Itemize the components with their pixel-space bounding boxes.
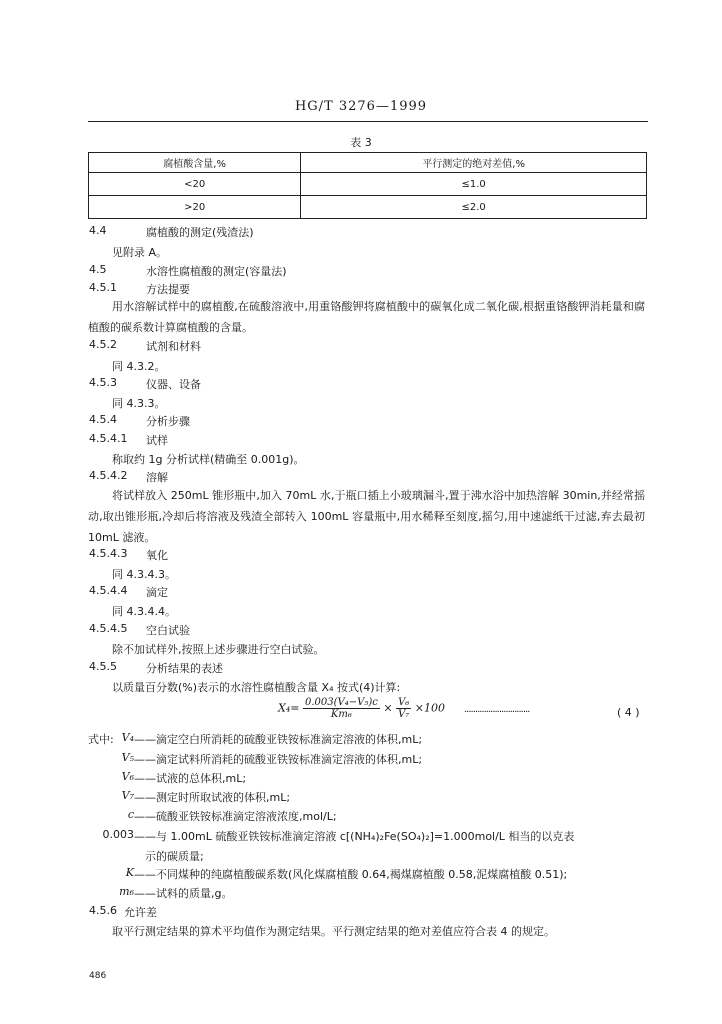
- body-text: 见附录 A。: [112, 246, 168, 259]
- section-number: 4.5.4.3: [89, 547, 128, 560]
- section-number: 4.5.2: [89, 338, 117, 351]
- formula-leader-dots: ······························: [464, 707, 530, 718]
- definition-item: [0, 731, 722, 751]
- table-row: [89, 173, 647, 196]
- section-number: 4.5.1: [89, 281, 117, 294]
- section-title: 分析结果的表述: [146, 662, 223, 675]
- definition-text: ——不同煤种的纯腐植酸碳系数(风化煤腐植酸 0.64,褐煤腐植酸 0.58,泥煤腐植酸 0.51);: [134, 868, 568, 881]
- formula-times: ×: [383, 701, 393, 715]
- body-text: 同 4.3.4.3。: [112, 568, 176, 581]
- table-header-cell: 平行测定的绝对差值,%: [301, 153, 647, 173]
- definition-item: [0, 866, 722, 886]
- section-number: 4.5.4.5: [89, 622, 128, 635]
- section-title: 允许差: [124, 906, 157, 919]
- definition-symbol: V₅: [121, 751, 134, 764]
- section-title: 氧化: [146, 549, 168, 562]
- table-cell: ≤2.0: [301, 196, 647, 219]
- definition-symbol: V₄: [121, 731, 134, 744]
- table-cell: ≤1.0: [301, 173, 647, 196]
- section-number: 4.5.4: [89, 413, 117, 426]
- definition-item: [0, 885, 722, 905]
- section-number: 4.5.4.1: [89, 432, 128, 445]
- definition-item: [0, 789, 722, 809]
- body-text: 同 4.3.4.4。: [112, 605, 176, 618]
- definition-text: ——硫酸亚铁铵标准滴定溶液浓度,mol/L;: [134, 810, 337, 823]
- section-title: 溶解: [146, 471, 168, 484]
- definition-item: [0, 751, 722, 771]
- section-title: 滴定: [146, 586, 168, 599]
- section-number: 4.5.3: [89, 376, 117, 389]
- body-text: 同 4.3.3。: [112, 397, 166, 410]
- body-text: 称取约 1g 分析试样(精确至 0.001g)。: [112, 453, 305, 466]
- body-text: 除不加试样外,按照上述步骤进行空白试验。: [112, 643, 325, 656]
- formula-denominator: Km₆: [330, 709, 352, 720]
- definition-item: [0, 828, 722, 868]
- table-row: [89, 196, 647, 219]
- section-title: 试剂和材料: [146, 340, 201, 353]
- table-caption: 表 3: [350, 136, 372, 149]
- header-rule: [88, 121, 648, 122]
- section-title: 试样: [146, 434, 168, 447]
- definition-text-continued: 示的碳质量;: [145, 850, 204, 863]
- page-number: 486: [89, 971, 107, 981]
- definition-symbol: c: [127, 808, 134, 821]
- body-text: 以质量百分数(%)表示的水溶性腐植酸含量 X₄ 按式(4)计算:: [112, 681, 401, 694]
- body-text: 同 4.3.2。: [112, 360, 166, 373]
- definition-text: ——滴定试料所消耗的硫酸亚铁铵标准滴定溶液的体积,mL;: [134, 753, 423, 766]
- section-title: 腐植酸的测定(残渣法): [146, 226, 254, 239]
- section-title: 仪器、设备: [146, 378, 201, 391]
- body-text: 取平行测定结果的算术平均值作为测定结果。平行测定结果的绝对差值应符合表 4 的规定。: [112, 925, 555, 938]
- table-cell: >20: [89, 196, 301, 219]
- definition-text: ——试液的总体积,mL;: [134, 772, 247, 785]
- formula-fraction-main: [303, 697, 380, 720]
- section-title: 空白试验: [146, 624, 190, 637]
- section-number: 4.5.4.2: [89, 469, 128, 482]
- formula-4: [278, 697, 445, 720]
- equation-number: ( 4 ): [617, 706, 640, 719]
- definition-item: [0, 808, 722, 828]
- formula-tail: ×100: [414, 701, 446, 715]
- section-title: 水溶性腐植酸的测定(容量法): [146, 265, 287, 278]
- definition-symbol: m₆: [119, 885, 134, 898]
- definition-symbol: V₇: [121, 789, 134, 802]
- section-title: 分析步骤: [146, 415, 190, 428]
- definition-text: ——试料的质量,g。: [134, 887, 233, 900]
- data-table: [88, 152, 647, 219]
- section-number: 4.5.4.4: [89, 584, 128, 597]
- formula-numerator: 0.003(V₄−V₅)c: [304, 697, 378, 708]
- section-title: 方法提要: [146, 283, 190, 296]
- definition-symbol: K: [125, 866, 134, 879]
- formula-lhs: X₄=: [278, 701, 300, 715]
- definition-text: ——与 1.00mL 硫酸亚铁铵标准滴定溶液 c[(NH₄)₂Fe(SO₄)₂]=1.000mol/L 相当的以克表: [134, 830, 575, 843]
- formula-volume-denominator: V₇: [398, 709, 410, 720]
- formula-volume-numerator: V₆: [398, 697, 410, 708]
- formula-fraction-volume: [396, 697, 411, 720]
- definition-symbol: 0.003: [102, 828, 134, 841]
- table-header-row: [89, 153, 647, 173]
- definition-item: [0, 770, 722, 790]
- definition-symbol: V₆: [121, 770, 134, 783]
- body-paragraph: 用水溶解试样中的腐植酸,在硫酸溶液中,用重铬酸钾将腐植酸中的碳氧化成二氧化碳,根据重铬酸钾消耗量和腐植酸的碳系数计算腐植酸的含量。: [88, 300, 645, 334]
- section-number: 4.5: [89, 263, 107, 276]
- body-paragraph: 将试样放入 250mL 锥形瓶中,加入 70mL 水,于瓶口插上小玻璃漏斗,置于沸水浴中加热溶解 30min,并经常摇动,取出锥形瓶,冷却后将溶液及残渣全部转入 100mL 容量瓶中,用水稀释至刻度,摇匀,用中速滤纸干过滤,弃去最初 10mL 滤液。: [88, 489, 645, 544]
- standard-code-header: HG/T 3276—1999: [294, 99, 428, 114]
- table-header-cell: 腐植酸含量,%: [89, 153, 301, 173]
- table-cell: <20: [89, 173, 301, 196]
- definition-text: ——滴定空白所消耗的硫酸亚铁铵标准滴定溶液的体积,mL;: [134, 733, 423, 746]
- section-number: 4.5.5: [89, 660, 117, 673]
- definitions-intro: 式中:: [88, 733, 114, 746]
- definition-text: ——测定时所取试液的体积,mL;: [134, 791, 291, 804]
- section-number: 4.4: [89, 224, 107, 237]
- section-number: 4.5.6: [89, 904, 117, 917]
